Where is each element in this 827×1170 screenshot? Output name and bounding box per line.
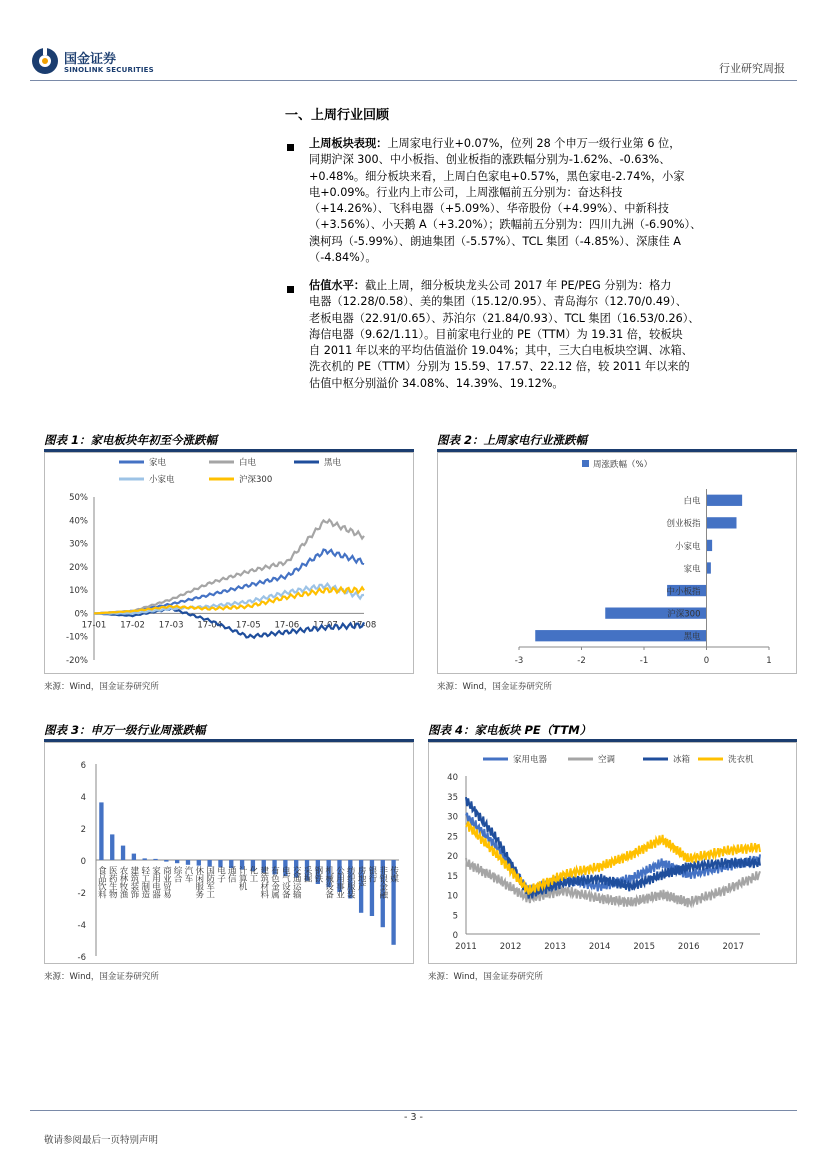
header-rule (30, 80, 797, 81)
fig3-source: 来源：Wind，国金证券研究所 (44, 972, 159, 982)
x-tick-label: 2017 (722, 942, 745, 952)
y-tick-label: -4 (77, 921, 86, 931)
category-label: 白电 (683, 496, 701, 507)
bar-1 (110, 834, 114, 860)
y-tick-label: 20 (447, 852, 458, 862)
p2-line: 老板电器（22.91/0.65）、苏泊尔（21.84/0.93）、TCL 集团（16.53/0.26）、 (309, 311, 700, 325)
p2-line: 自 2011 年以来的平均估值溢价 19.04%；其中，三大白电板块空调、冰箱、 (309, 344, 693, 358)
bullet-2 (287, 286, 294, 293)
x-tick-label: 17-01 (81, 620, 107, 631)
category-label: 有色金属 (269, 866, 280, 898)
category-label: 医药生物 (107, 866, 118, 898)
category-label: 机械设备 (323, 866, 334, 898)
category-label: 纺织服装 (345, 866, 356, 898)
x-tick-label: 0 (703, 656, 710, 666)
p1-line: 上周家电行业+0.07%，位列 28 个申万一级行业第 6 位， (387, 137, 681, 150)
y-tick-label: 20% (69, 562, 88, 573)
p1-line: 澳柯玛（-5.99%）、朗迪集团（-5.57%）、TCL 集团（-4.85%）、深康佳 A (309, 234, 681, 248)
bar-1 (707, 517, 737, 528)
category-label: 电子 (215, 866, 226, 882)
legend-label: 周涨跌幅（%） (593, 460, 653, 470)
bar-9 (197, 860, 201, 866)
bar-0 (707, 495, 743, 506)
legend-label: 小家电 (149, 475, 175, 485)
p2-line: 截止上周，细分板块龙头公司 2017 年 PE/PEG 分别为：格力 (364, 279, 672, 292)
p1-line: （+14.26%）、飞科电器（+5.09%）、华帝股份（+4.99%）、中新科技 (309, 202, 669, 216)
category-label: 轻工制造 (139, 866, 150, 898)
legend-swatch (582, 460, 589, 467)
logo-icon (30, 46, 60, 76)
y-tick-label: 30% (69, 539, 88, 550)
chart-frame (429, 743, 797, 964)
footer-rule (30, 1110, 797, 1111)
y-tick-label: 50% (69, 493, 88, 503)
fig2-title: 图表 2：上周家电行业涨跌幅 (437, 433, 588, 447)
y-tick-label: -20% (66, 656, 88, 666)
y-tick-label: 0 (452, 931, 458, 941)
category-label: 家电 (683, 564, 701, 575)
category-label: 商业贸易 (161, 866, 172, 898)
x-tick-label: -3 (514, 656, 524, 666)
y-tick-label: 6 (80, 761, 86, 771)
category-label: 中小板指 (666, 586, 701, 597)
x-tick-label: -1 (639, 656, 649, 666)
logo-cn: 国金证券 (64, 52, 117, 67)
fig4-source: 来源：Wind，国金证券研究所 (428, 972, 543, 982)
y-tick-label: 2 (80, 825, 86, 835)
category-label: 钢铁 (312, 866, 323, 882)
fig1-source: 来源：Wind，国金证券研究所 (44, 682, 159, 692)
logo-en: SINOLINK SECURITIES (64, 66, 154, 74)
category-label: 国防军工 (204, 866, 215, 898)
category-label: 建筑装饰 (128, 866, 139, 898)
category-label: 沪深300 (667, 609, 701, 620)
series-line-1 (94, 520, 364, 614)
bullet-1 (287, 144, 294, 151)
fig2-chart (437, 452, 797, 674)
category-label: 电气设备 (280, 866, 291, 898)
y-tick-label: 0 (80, 857, 86, 867)
category-label: 采掘 (302, 866, 313, 882)
bar-3 (132, 854, 136, 860)
legend-label: 家电 (149, 458, 167, 468)
section-title: 一、上周行业回顾 (285, 108, 390, 123)
p2-line: 洗衣机的 PE（TTM）分别为 15.59、17.57、22.12 倍，较 2011 年以来的 (309, 360, 690, 374)
fig4-chart (428, 742, 797, 964)
y-tick-label: 10% (69, 586, 88, 597)
p2-line: 海信电器（9.62/1.11）。目前家电行业的 PE（TTM）为 19.31 倍，较板块 (309, 327, 683, 341)
category-label: 计算机 (237, 866, 248, 890)
y-tick-label: 25 (447, 832, 458, 843)
legend-label: 洗衣机 (728, 755, 754, 765)
paragraph-1 (309, 136, 789, 266)
category-label: 汽车 (182, 866, 193, 882)
legend-label: 沪深300 (239, 475, 273, 485)
paragraph-2-label: 估值水平： (309, 279, 365, 292)
bar-5 (153, 859, 157, 860)
p1-line: 电+0.09%。行业内上市公司，上周涨幅前五分别为：奋达科技 (309, 185, 623, 199)
disclaimer: 敬请参阅最后一页特别声明 (44, 1135, 159, 1146)
y-tick-label: 40% (69, 516, 88, 527)
legend-label: 黑电 (324, 458, 342, 468)
category-label: 通信 (226, 866, 237, 882)
fig1-chart (44, 452, 414, 674)
x-tick-label: 1 (766, 656, 772, 666)
x-tick-label: -2 (577, 656, 586, 666)
p1-line: 同期沪深 300、中小板指、创业板指的涨跌幅分别为-1.62%、-0.63%、 (309, 153, 671, 167)
y-tick-label: 30 (447, 812, 458, 823)
category-label: 传媒 (388, 866, 399, 882)
x-tick-label: 17-04 (197, 620, 223, 631)
y-tick-label: 0% (74, 609, 88, 620)
p2-line: 电器（12.28/0.58）、美的集团（15.12/0.95）、青岛海尔（12.70/0.49）、 (309, 295, 687, 309)
x-tick-label: 17-07 (313, 620, 338, 631)
x-tick-label: 2013 (544, 942, 566, 952)
y-tick-label: 10 (447, 891, 458, 902)
page-number: - 3 - (404, 1112, 423, 1123)
category-label: 创业板指 (666, 519, 701, 530)
y-tick-label: -10% (66, 632, 88, 643)
x-tick-label: 2012 (499, 942, 522, 952)
x-tick-label: 2011 (455, 942, 477, 952)
chart-frame (45, 453, 414, 674)
category-label: 农林牧渔 (118, 866, 129, 898)
p2-line: 估值中枢分别溢价 34.08%、14.39%、19.12%。 (309, 376, 564, 390)
category-label: 房地产 (356, 866, 367, 890)
fig2-source: 来源：Wind，国金证券研究所 (437, 682, 552, 692)
category-label: 家用电器 (150, 866, 161, 898)
legend-label: 白电 (239, 458, 257, 468)
category-label: 化工 (247, 866, 258, 882)
fig4-title: 图表 4：家电板块 PE（TTM） (428, 723, 592, 737)
category-label: 交通运输 (291, 866, 302, 898)
y-tick-label: 40 (447, 773, 458, 783)
p1-line: （+3.56%）、小天鹅 A（+3.20%）；跌幅前五分别为：四川九洲（-6.90%）、 (309, 218, 702, 232)
x-tick-label: 17-02 (120, 620, 145, 631)
y-tick-label: 5 (452, 911, 458, 922)
category-label: 小家电 (674, 541, 701, 552)
category-label: 休闲服务 (193, 866, 204, 898)
category-label: 综合 (172, 866, 183, 882)
bar-7 (175, 860, 179, 863)
x-tick-label: 2016 (677, 942, 700, 952)
bar-2 (707, 540, 713, 551)
bar-6 (164, 860, 168, 862)
category-label: 银行 (366, 866, 377, 882)
x-tick-label: 2015 (633, 942, 656, 952)
doc-type: 行业研究周报 (719, 62, 785, 75)
legend-label: 家用电器 (513, 755, 548, 765)
fig1-title: 图表 1：家电板块年初至今涨跌幅 (44, 433, 218, 447)
bar-8 (186, 860, 190, 865)
bar-3 (707, 562, 711, 573)
legend-label: 冰箱 (673, 755, 691, 765)
category-label: 非银金融 (377, 866, 388, 898)
bar-4 (143, 858, 147, 860)
category-label: 黑电 (683, 632, 701, 643)
category-label: 建筑材料 (258, 866, 269, 898)
paragraph-2 (309, 278, 789, 392)
fig3-chart (44, 742, 414, 964)
logo (30, 46, 160, 78)
p1-line: +0.48%。细分板块来看，上周白色家电+0.57%，黑色家电-2.74%，小家 (309, 169, 685, 183)
x-tick-label: 17-03 (158, 620, 184, 631)
p1-line: （-4.84%）。 (309, 251, 377, 265)
legend-label: 空调 (598, 755, 616, 765)
x-tick-label: 17-08 (351, 620, 377, 631)
x-tick-label: 17-06 (274, 620, 300, 631)
y-tick-label: 35 (447, 792, 458, 803)
fig3-title: 图表 3：申万一级行业周涨跌幅 (44, 723, 206, 737)
bar-0 (99, 802, 103, 860)
x-tick-label: 17-05 (235, 620, 261, 631)
paragraph-1-label: 上周板块表现： (309, 137, 388, 150)
y-tick-label: -2 (77, 889, 86, 899)
category-label: 公用事业 (334, 866, 345, 898)
y-tick-label: -6 (77, 953, 86, 963)
x-tick-label: 2014 (588, 942, 611, 952)
y-tick-label: 4 (80, 793, 86, 803)
y-tick-label: 15 (447, 871, 458, 882)
bar-2 (121, 846, 125, 860)
category-label: 食品饮料 (96, 866, 107, 898)
bar-6 (535, 630, 706, 641)
